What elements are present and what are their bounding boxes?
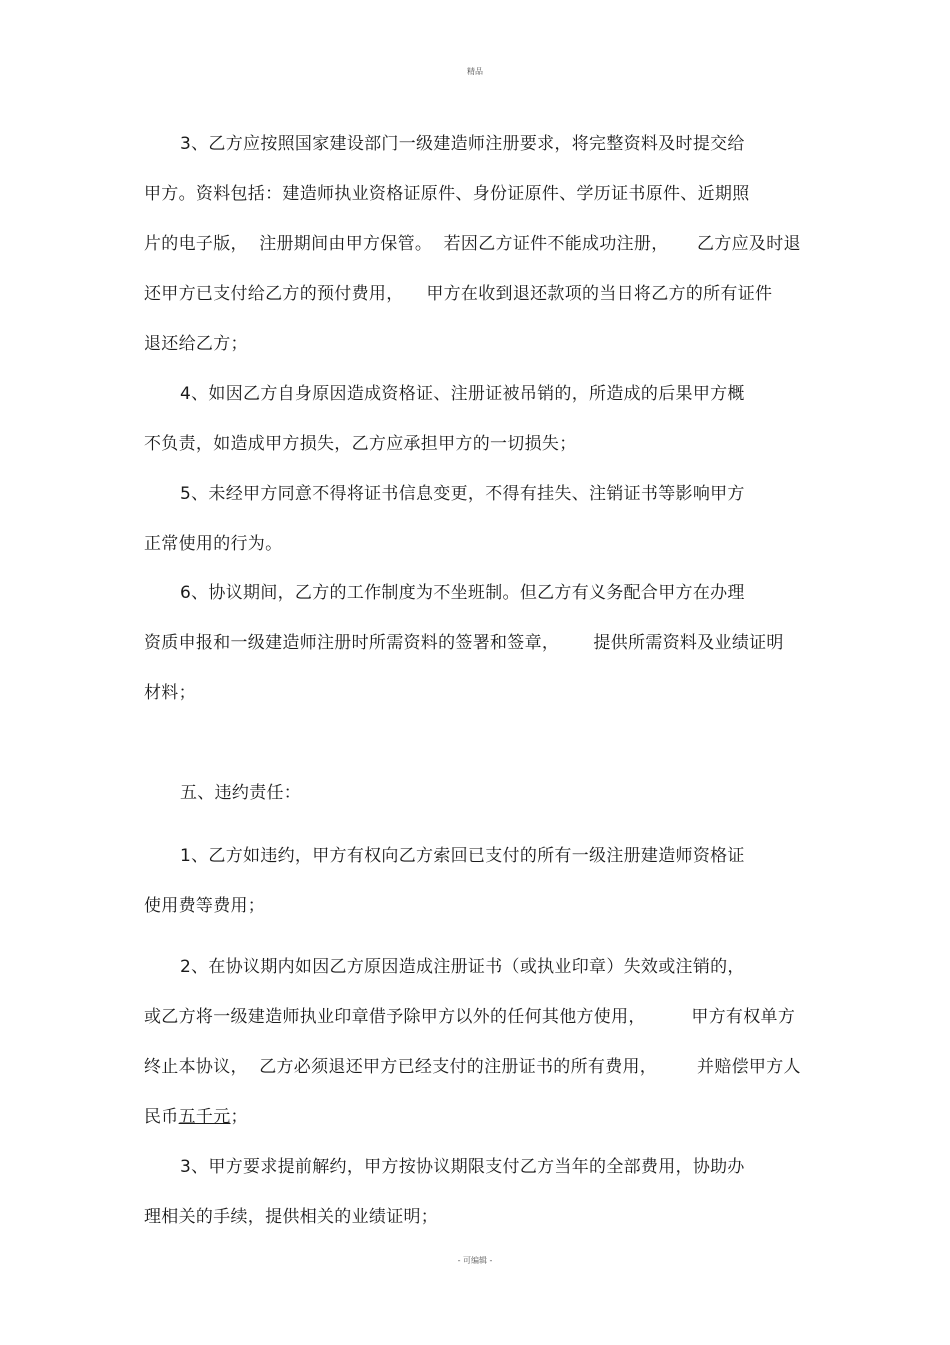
clause-3-line-2: 甲方。资料包括：建造师执业资格证原件、身份证原件、学历证书原件、近期照 [144,184,750,204]
clause-3-line-1: 3、乙方应按照国家建设部门一级建造师注册要求，将完整资料及时提交给 [180,134,745,154]
clause-5-line-2: 正常使用的行为。 [144,534,283,554]
breach-2-line-1: 2、在协议期内如因乙方原因造成注册证书（或执业印章）失效或注销的， [180,957,745,977]
breach-2-line-4 [144,1106,248,1128]
breach-3-line-2: 理相关的手续，提供相关的业绩证明； [144,1207,439,1227]
breach-2-line-2: 或乙方将一级建造师执业印章借予除甲方以外的任何其他方使用， 甲方有权单方 [144,1007,796,1027]
page-header: 精品 [467,67,483,76]
line-end-punctuation: ； [230,1107,248,1127]
clause-3-line-4: 还甲方已支付给乙方的预付费用， 甲方在收到退还款项的当日将乙方的所有证件 [144,284,773,304]
clause-3-line-3: 片的电子版， 注册期间由甲方保管。 若因乙方证件不能成功注册， 乙方应及时退 [144,234,801,254]
clause-6-line-2: 资质申报和一级建造师注册时所需资料的签署和签章， 提供所需资料及业绩证明 [144,633,784,653]
clause-6-line-3: 材料； [144,683,196,703]
page-footer: - 可编辑 - [457,1256,493,1265]
clause-4-line-1: 4、如因乙方自身原因造成资格证、注册证被吊销的，所造成的后果甲方概 [180,384,745,404]
clause-3-line-5: 退还给乙方； [144,334,248,354]
section-heading: 五、违约责任： [180,783,302,803]
breach-1-line-1: 1、乙方如违约，甲方有权向乙方索回已支付的所有一级注册建造师资格证 [180,846,745,866]
clause-4-line-2: 不负责，如造成甲方损失，乙方应承担甲方的一切损失； [144,434,577,454]
clause-6-line-1: 6、协议期间，乙方的工作制度为不坐班制。但乙方有义务配合甲方在办理 [180,583,745,603]
currency-label: 民币 [144,1107,179,1127]
clause-5-line-1: 5、未经甲方同意不得将证书信息变更，不得有挂失、注销证书等影响甲方 [180,484,745,504]
penalty-amount: 五千元 [178,1107,231,1127]
breach-3-line-1: 3、甲方要求提前解约，甲方按协议期限支付乙方当年的全部费用，协助办 [180,1157,745,1177]
breach-2-line-3: 终止本协议， 乙方必须退还甲方已经支付的注册证书的所有费用， 并赔偿甲方人 [144,1057,801,1077]
breach-1-line-2: 使用费等费用； [144,896,266,916]
